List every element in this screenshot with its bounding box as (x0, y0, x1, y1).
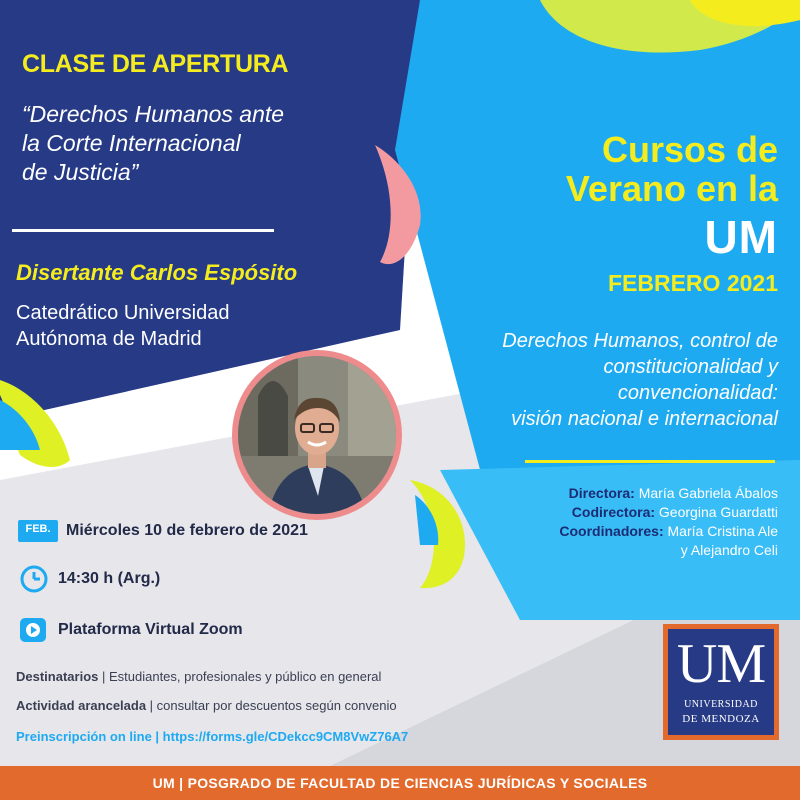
audience-label: Destinatarios (16, 669, 99, 684)
course-title (498, 130, 778, 208)
opening-talk-title (22, 100, 342, 187)
audience-line (16, 669, 381, 684)
staff-row-directora (559, 484, 778, 503)
staff-row-coordinadores-2 (559, 541, 778, 560)
calendar-icon (18, 520, 58, 542)
signup-link[interactable]: Preinscripción on line | https://forms.gle/CDekcc9CM8VwZ76A7 (16, 729, 409, 744)
coordinadores-value-2: y Alejandro Celi (680, 542, 778, 558)
course-staff (559, 484, 778, 560)
feb-badge: FEB. (25, 523, 51, 535)
logo-line-2: DE MENDOZA (682, 713, 760, 725)
directora-label: Directora: (568, 485, 635, 501)
talk-title-line: “Derechos Humanos ante (22, 101, 285, 127)
event-time: 14:30 h (Arg.) (58, 570, 161, 587)
codirectora-value: Georgina Guardatti (658, 504, 778, 520)
description-line: convencionalidad: (617, 382, 778, 404)
course-um-wordmark: UM (704, 211, 778, 263)
event-date-row (18, 516, 308, 546)
description-line: Derechos Humanos, control de (502, 330, 778, 352)
speaker-name: Disertante Carlos Espósito (16, 260, 298, 285)
audience-value: | Estudiantes, profesionales y público en general (98, 669, 382, 684)
logo-panel (668, 629, 774, 735)
event-date: Miércoles 10 de febrero de 2021 (66, 522, 308, 539)
event-platform-row (18, 615, 243, 645)
right-divider (525, 460, 775, 463)
coordinadores-value: María Cristina Ale (667, 523, 778, 539)
logo-initials: UM (676, 633, 766, 695)
staff-row-codirectora (559, 503, 778, 522)
affiliation-line: Catedrático Universidad (16, 302, 230, 324)
speaker-photo (232, 350, 402, 520)
fee-value: | consultar por descuentos según convenio (146, 698, 397, 713)
university-logo (663, 624, 779, 740)
play-icon (18, 615, 50, 645)
course-description (438, 328, 778, 432)
description-line: constitucionalidad y (603, 356, 778, 378)
talk-title-line: la Corte Internacional (22, 130, 241, 156)
fee-line (16, 698, 397, 713)
staff-row-coordinadores (559, 522, 778, 541)
opening-kicker: CLASE DE APERTURA (22, 50, 289, 78)
course-title-line: Cursos de (601, 129, 778, 170)
speaker-affiliation (16, 300, 346, 352)
talk-title-line: de Justicia” (22, 159, 139, 185)
event-time-row (18, 564, 160, 594)
clock-icon (18, 564, 50, 594)
event-platform: Plataforma Virtual Zoom (58, 621, 243, 638)
course-date: FEBRERO 2021 (607, 270, 778, 296)
logo-line-1: UNIVERSIDAD (684, 699, 758, 710)
speaker-portrait-illustration (238, 356, 396, 514)
course-title-line: Verano en la (565, 168, 778, 209)
directora-value: María Gabriela Ábalos (638, 485, 778, 501)
codirectora-label: Codirectora: (571, 504, 656, 520)
footer-bar: UM | POSGRADO DE FACULTAD DE CIENCIAS JURÍDICAS Y SOCIALES (0, 766, 800, 800)
coordinadores-label: Coordinadores: (559, 523, 664, 539)
left-divider (12, 229, 274, 232)
fee-label: Actividad arancelada (16, 698, 147, 713)
description-line: visión nacional e internacional (511, 408, 778, 430)
affiliation-line: Autónoma de Madrid (16, 328, 202, 350)
